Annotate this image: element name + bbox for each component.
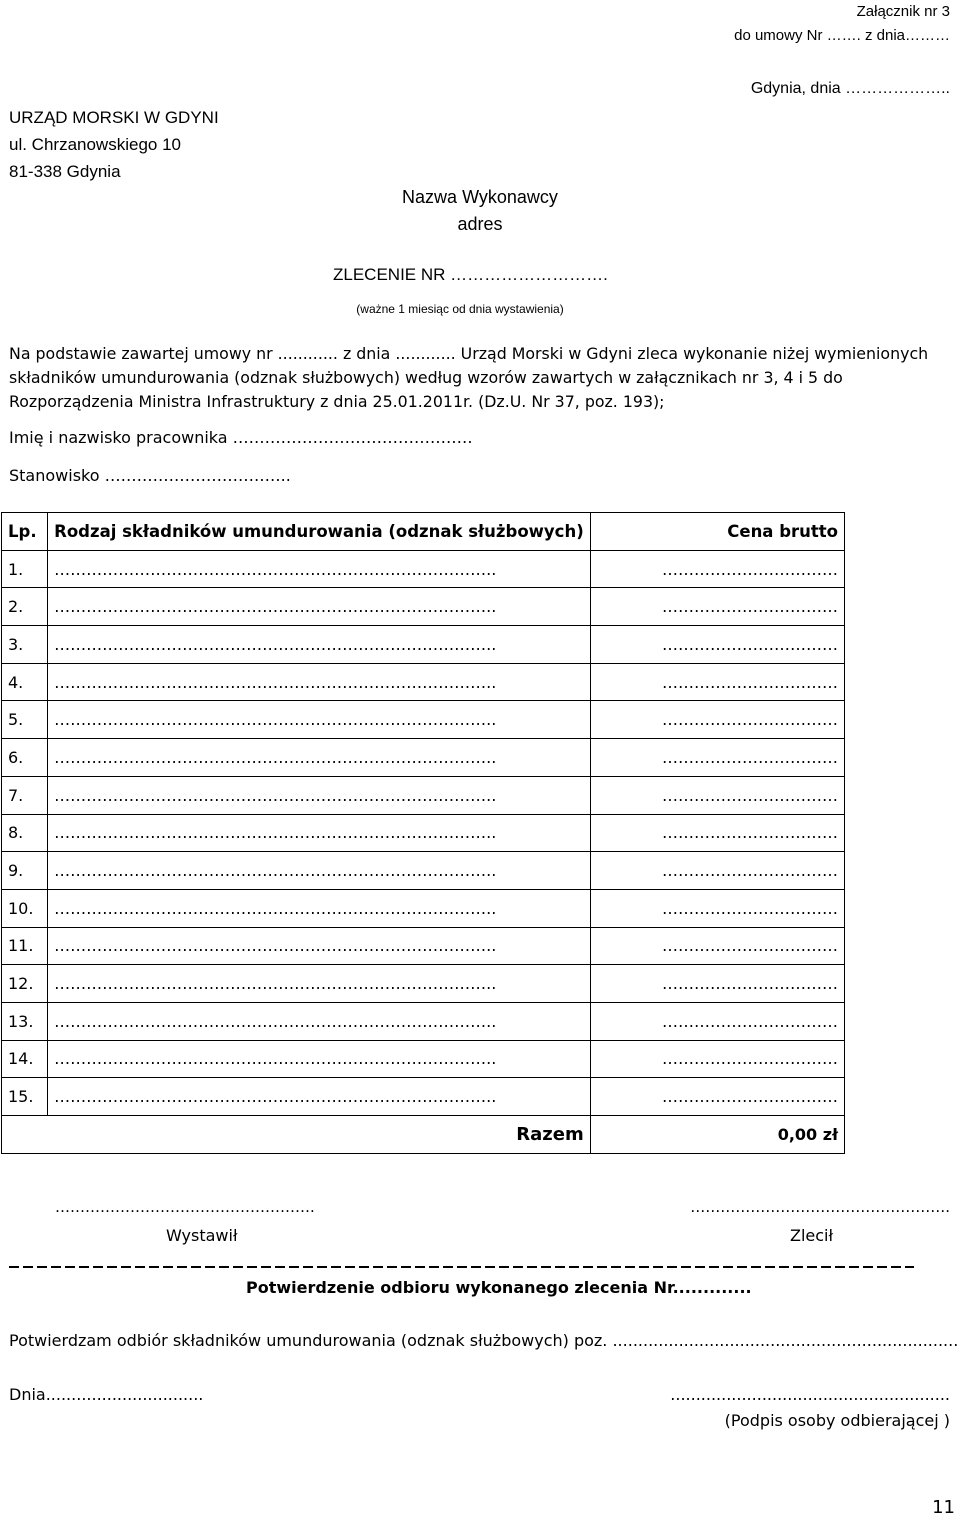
row-lp: 11. (2, 927, 48, 965)
order-number: ZLECENIE NR ………………………. (333, 265, 608, 284)
receipt-confirm-text: Potwierdzam odbiór składników umundurowania (odznak służbowych) poz. .................................................................... (9, 1331, 959, 1350)
row-price: …………………………… (590, 701, 844, 739)
row-price: …………………………… (590, 739, 844, 777)
row-item: ……………………………………………………………………….. (48, 776, 591, 814)
row-price: …………………………… (590, 588, 844, 626)
row-price: …………………………… (590, 1002, 844, 1040)
row-item: ……………………………………………………………………….. (48, 965, 591, 1003)
row-item: ……………………………………………………………………….. (48, 701, 591, 739)
total-value: 0,00 zł (590, 1116, 844, 1154)
table-row (2, 814, 845, 852)
row-item: ……………………………………………………………………….. (48, 663, 591, 701)
table-row (2, 663, 845, 701)
contractor-address: adres (457, 214, 503, 234)
row-price: …………………………… (590, 1040, 844, 1078)
position-line: Stanowisko …………………………….. (9, 466, 291, 485)
table-row (2, 1078, 845, 1116)
row-lp: 1. (2, 550, 48, 588)
annex-reference (734, 0, 950, 48)
office-address (9, 104, 219, 185)
contractor-name: Nazwa Wykonawcy (402, 187, 558, 207)
total-label: Razem (2, 1116, 591, 1154)
table-row (2, 852, 845, 890)
row-item: ……………………………………………………………………….. (48, 852, 591, 890)
page-number: 11 (932, 1497, 955, 1518)
row-lp: 12. (2, 965, 48, 1003)
office-city: 81-338 Gdynia (9, 162, 121, 181)
row-lp: 8. (2, 814, 48, 852)
receipt-title: Potwierdzenie odbioru wykonanego zlecenia Nr............. (246, 1278, 752, 1297)
row-item: ……………………………………………………………………….. (48, 550, 591, 588)
row-lp: 15. (2, 1078, 48, 1116)
orderer-label: Zlecił (790, 1226, 834, 1245)
row-item: ……………………………………………………………………….. (48, 814, 591, 852)
row-lp: 5. (2, 701, 48, 739)
row-lp: 10. (2, 889, 48, 927)
receipt-date-line: Dnia............................... (9, 1385, 204, 1404)
row-price: …………………………… (590, 965, 844, 1003)
table-row (2, 588, 845, 626)
table-header-row (2, 513, 845, 551)
row-price: …………………………… (590, 852, 844, 890)
office-name: URZĄD MORSKI W GDYNI (9, 108, 219, 127)
row-lp: 7. (2, 776, 48, 814)
row-lp: 14. (2, 1040, 48, 1078)
table-row (2, 776, 845, 814)
office-street: ul. Chrzanowskiego 10 (9, 135, 181, 154)
row-item: ……………………………………………………………………….. (48, 927, 591, 965)
total-row (2, 1116, 845, 1154)
table-row (2, 927, 845, 965)
row-lp: 4. (2, 663, 48, 701)
row-lp: 13. (2, 1002, 48, 1040)
row-price: …………………………… (590, 626, 844, 664)
table-row (2, 626, 845, 664)
receipt-signature-line: ....................................................... (670, 1385, 950, 1404)
row-item: ……………………………………………………………………….. (48, 739, 591, 777)
row-price: …………………………… (590, 663, 844, 701)
row-lp: 6. (2, 739, 48, 777)
header-lp: Lp. (2, 513, 48, 551)
table-row (2, 1002, 845, 1040)
table-row (2, 965, 845, 1003)
row-lp: 9. (2, 852, 48, 890)
table-row (2, 1040, 845, 1078)
receipt-signature-label: (Podpis osoby odbierającej ) (724, 1411, 950, 1430)
issuer-signature-line: ……………………………………………. (55, 1198, 315, 1216)
row-price: …………………………… (590, 1078, 844, 1116)
orderer-signature-line: ……………………………………………. (690, 1198, 950, 1216)
row-lp: 3. (2, 626, 48, 664)
row-price: …………………………… (590, 889, 844, 927)
issuer-label: Wystawił (166, 1226, 238, 1245)
header-gross-price: Cena brutto (590, 513, 844, 551)
row-item: ……………………………………………………………………….. (48, 626, 591, 664)
table-row (2, 889, 845, 927)
city-date: Gdynia, dnia ……………….. (750, 80, 950, 97)
order-basis-text: Na podstawie zawartej umowy nr ............ z dnia ............ Urząd Morski w Gdyni zleca wykonanie niżej wymienionych składników umundurowania (odznak służbowych) według wzorów zawartych w załącznikach nr 3, 4 i 5 do Rozporządzenia Ministra Infrastruktury z dnia 25.01.2011r. (Dz.U. Nr 37, poz. 193); (9, 344, 929, 411)
row-item: ……………………………………………………………………….. (48, 1078, 591, 1116)
row-lp: 2. (2, 588, 48, 626)
cut-line-divider (9, 1266, 914, 1268)
row-price: …………………………… (590, 927, 844, 965)
order-validity: (ważne 1 miesiąc od dnia wystawienia) (356, 302, 564, 316)
row-item: ……………………………………………………………………….. (48, 1040, 591, 1078)
contractor-block (300, 184, 660, 238)
row-item: ……………………………………………………………………….. (48, 889, 591, 927)
row-price: …………………………… (590, 550, 844, 588)
row-price: …………………………… (590, 776, 844, 814)
annex-number: Załącznik nr 3 (856, 3, 950, 20)
annex-contract-ref: do umowy Nr ……. z dnia……… (734, 27, 950, 44)
table-row (2, 739, 845, 777)
row-price: …………………………… (590, 814, 844, 852)
header-item-type: Rodzaj składników umundurowania (odznak służbowych) (48, 513, 591, 551)
table-row (2, 701, 845, 739)
row-item: ……………………………………………………………………….. (48, 1002, 591, 1040)
employee-name-line: Imię i nazwisko pracownika ……………………………………… (9, 428, 473, 447)
row-item: ……………………………………………………………………….. (48, 588, 591, 626)
table-row (2, 550, 845, 588)
items-table (1, 512, 845, 1154)
